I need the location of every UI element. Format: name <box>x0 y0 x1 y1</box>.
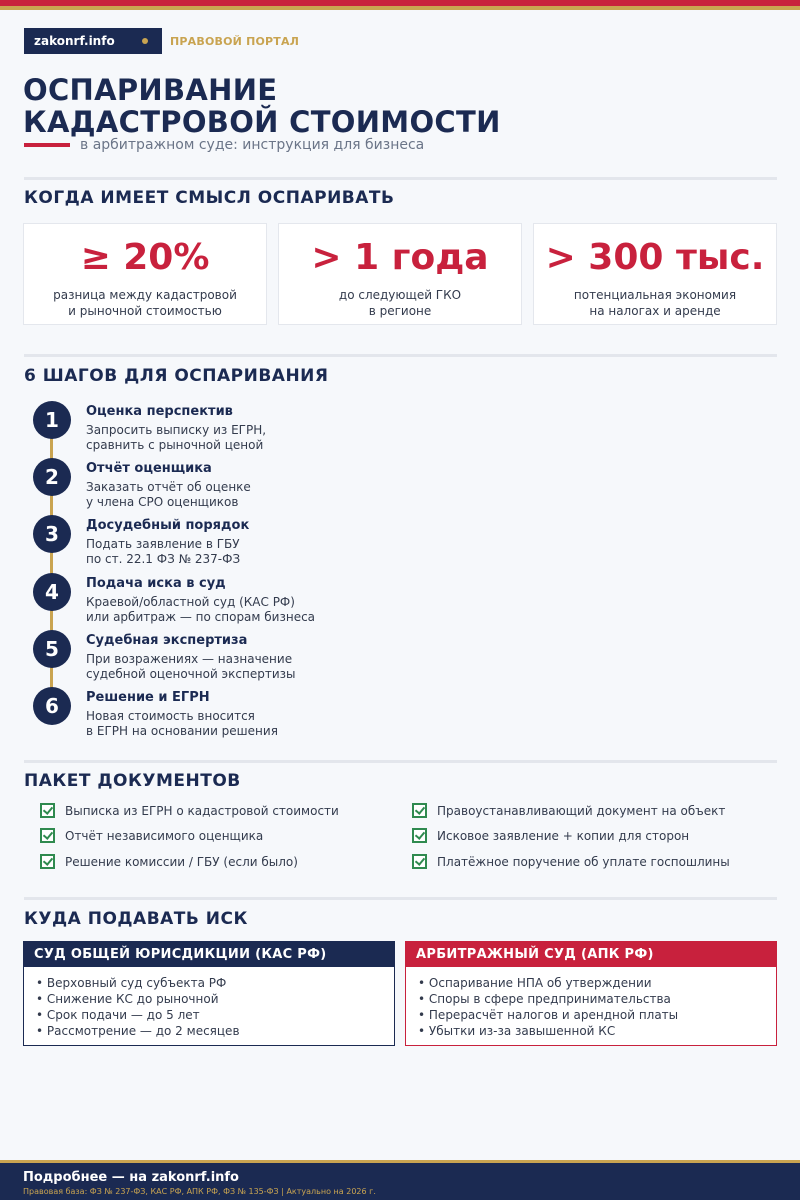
step-title: Судебная экспертиза <box>86 633 248 648</box>
doc-item-label: Решение комиссии / ГБУ (если было) <box>65 854 298 869</box>
court-card-general <box>23 941 395 1046</box>
step-description: Краевой/областной суд (КАС РФ) или арбитраж — по спорам бизнеса <box>86 595 316 624</box>
list-item: • Перерасчёт налогов и арендной платы <box>418 1007 776 1023</box>
footer-link-text[interactable]: Подробнее — на zakonrf.info <box>23 1170 239 1185</box>
list-item: • Верховный суд субъекта РФ <box>36 975 394 991</box>
step-description: Запросить выписку из ЕГРН, сравнить с рыночной ценой <box>86 423 267 452</box>
court-card-list <box>24 967 394 1039</box>
doc-item-label: Отчёт независимого оценщика <box>65 828 264 843</box>
checkbox-checked-icon <box>412 828 427 843</box>
step-number-badge: 1 <box>33 401 71 439</box>
title-line-1: ОСПАРИВАНИЕ <box>23 73 278 107</box>
checkbox-checked-icon <box>412 854 427 869</box>
step-title: Оценка перспектив <box>86 404 233 419</box>
stat-value: > 1 года <box>311 237 489 278</box>
page-title <box>23 74 501 138</box>
step-description: Заказать отчёт об оценке у члена СРО оценщиков <box>86 480 251 509</box>
checkbox-checked-icon <box>40 828 55 843</box>
stat-description: разница между кадастровой и рыночной стоимостью <box>53 288 237 318</box>
step-description: При возражениях — назначение судебной оценочной экспертизы <box>86 652 296 681</box>
step-description: Новая стоимость вносится в ЕГРН на основании решения <box>86 709 278 738</box>
court-card-title: СУД ОБЩЕЙ ЮРИСДИКЦИИ (КАС РФ) <box>24 942 394 967</box>
step-title: Решение и ЕГРН <box>86 690 210 705</box>
list-item: • Споры в сфере предпринимательства <box>418 991 776 1007</box>
doc-item-label: Исковое заявление + копии для сторон <box>437 828 690 843</box>
bullet-dot-icon <box>142 38 148 44</box>
doc-item <box>40 803 339 818</box>
step-number-badge: 5 <box>33 630 71 668</box>
list-item: • Убытки из-за завышенной КС <box>418 1023 776 1039</box>
list-item: • Срок подачи — до 5 лет <box>36 1007 394 1023</box>
stat-card-difference <box>23 223 267 325</box>
court-card-list <box>406 967 776 1039</box>
site-logo[interactable]: zakonrf.info <box>24 28 162 54</box>
list-item: • Рассмотрение — до 2 месяцев <box>36 1023 394 1039</box>
checkbox-checked-icon <box>40 854 55 869</box>
stat-description: до следующей ГКО в регионе <box>338 288 462 318</box>
title-accent-bar <box>24 143 70 147</box>
footer-legal-basis: Правовая база: ФЗ № 237-ФЗ, КАС РФ, АПК РФ, ФЗ № 135-ФЗ | Актуально на 2026 г. <box>23 1187 376 1196</box>
court-card-title: АРБИТРАЖНЫЙ СУД (АПК РФ) <box>406 942 776 967</box>
top-gold-stripe <box>0 6 800 10</box>
step-description: Подать заявление в ГБУ по ст. 22.1 ФЗ № 237-ФЗ <box>86 537 241 566</box>
stat-value: ≥ 20% <box>80 237 210 278</box>
step-title: Отчёт оценщика <box>86 461 212 476</box>
section-divider <box>24 760 777 763</box>
step-number-badge: 2 <box>33 458 71 496</box>
section-title-when: КОГДА ИМЕЕТ СМЫСЛ ОСПАРИВАТЬ <box>24 188 395 208</box>
doc-item <box>40 854 298 869</box>
section-title-where: КУДА ПОДАВАТЬ ИСК <box>24 909 248 929</box>
doc-item <box>412 828 689 843</box>
court-card-arbitration <box>405 941 777 1046</box>
stat-card-savings <box>533 223 777 325</box>
list-item: • Оспаривание НПА об утверждении <box>418 975 776 991</box>
doc-item-label: Выписка из ЕГРН о кадастровой стоимости <box>65 803 339 818</box>
doc-item <box>40 828 263 843</box>
step-number-badge: 3 <box>33 515 71 553</box>
footer <box>0 1163 800 1200</box>
doc-item-label: Правоустанавливающий документ на объект <box>437 803 726 818</box>
section-divider <box>24 897 777 900</box>
stat-value: > 300 тыс. <box>545 237 765 278</box>
checkbox-checked-icon <box>40 803 55 818</box>
doc-item-label: Платёжное поручение об уплате госпошлины <box>437 854 730 869</box>
title-line-2: КАДАСТРОВОЙ СТОИМОСТИ <box>23 105 501 139</box>
section-divider <box>24 354 777 357</box>
page-subtitle: в арбитражном суде: инструкция для бизнеса <box>80 137 425 153</box>
section-title-steps: 6 ШАГОВ ДЛЯ ОСПАРИВАНИЯ <box>24 366 329 386</box>
brand-header <box>24 28 299 54</box>
doc-item <box>412 803 725 818</box>
step-number-badge: 4 <box>33 573 71 611</box>
list-item: • Снижение КС до рыночной <box>36 991 394 1007</box>
portal-tagline: ПРАВОВОЙ ПОРТАЛ <box>170 34 300 48</box>
section-divider <box>24 177 777 180</box>
section-title-docs: ПАКЕТ ДОКУМЕНТОВ <box>24 771 241 791</box>
doc-item <box>412 854 730 869</box>
step-title: Досудебный порядок <box>86 518 250 533</box>
checkbox-checked-icon <box>412 803 427 818</box>
step-title: Подача иска в суд <box>86 576 226 591</box>
step-number-badge: 6 <box>33 687 71 725</box>
stat-description: потенциальная экономия на налогах и аренде <box>573 288 737 318</box>
stat-card-period <box>278 223 522 325</box>
